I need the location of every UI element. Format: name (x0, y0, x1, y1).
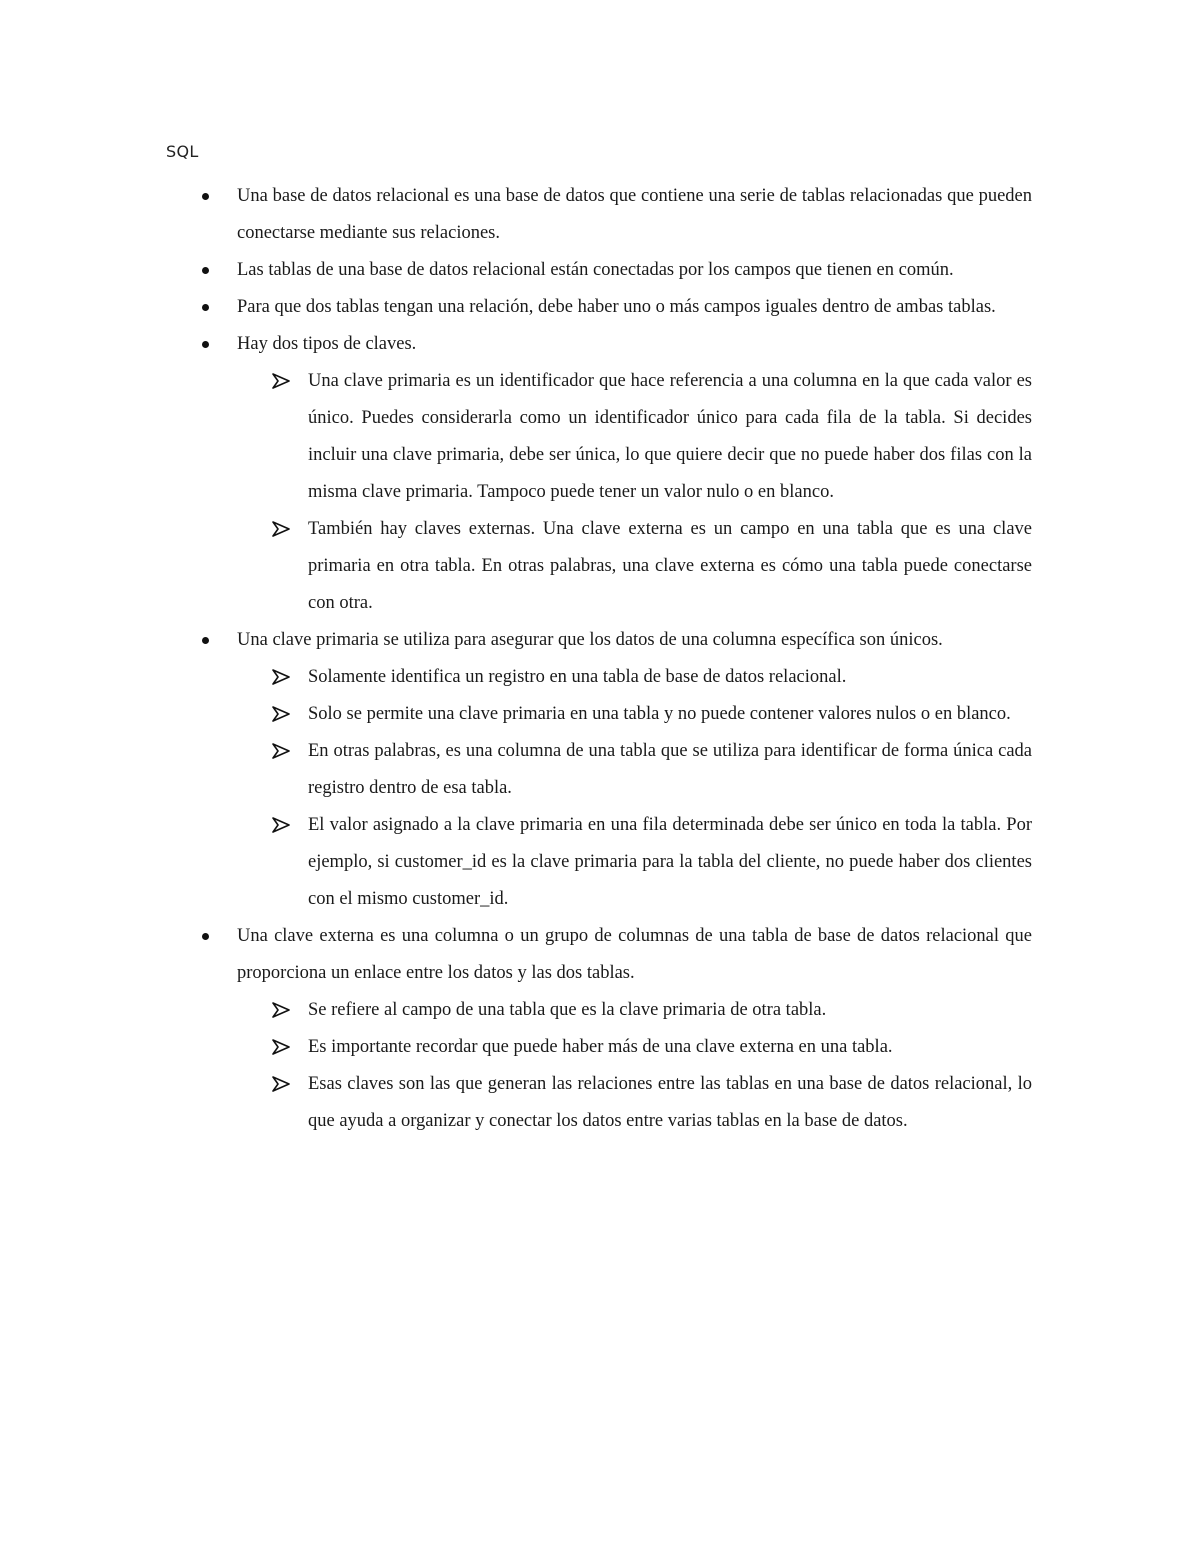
sub-item-text: Solo se permite una clave primaria en una tabla y no puede contener valores nulos o en blanco. (308, 704, 1011, 724)
sub-item-text: Solamente identifica un registro en una tabla de base de datos relacional. (308, 667, 847, 687)
sub-item-text: También hay claves externas. Una clave externa es un campo en una tabla que es una clave primaria en otra tabla. En otras palabras, una clave externa es cómo una tabla puede conectarse con otra. (308, 519, 1032, 613)
sub-item-5-1 (272, 659, 1032, 696)
sub-item-4-1 (272, 363, 1032, 511)
sub-item-5-3 (272, 733, 1032, 807)
bullet-dot-icon (200, 622, 212, 659)
bullet-item-text: Las tablas de una base de datos relacional están conectadas por los campos que tienen en común. (237, 260, 954, 280)
sub-item-4-2 (272, 511, 1032, 622)
bullet-item-2 (200, 252, 1032, 289)
arrowhead-bullet-icon (272, 1002, 290, 1018)
sub-item-text: En otras palabras, es una columna de una tabla que se utiliza para identificar de forma única cada registro dentro de esa tabla. (308, 741, 1032, 798)
sub-item-5-2 (272, 696, 1032, 733)
bullet-item-text: Una base de datos relacional es una base de datos que contiene una serie de tablas relacionadas que pueden conectarse mediante sus relaciones. (237, 186, 1032, 243)
sub-item-5-4 (272, 807, 1032, 918)
arrowhead-bullet-icon (272, 817, 290, 833)
bullet-dot-icon (200, 918, 212, 955)
bullet-dot-icon (200, 289, 212, 326)
arrowhead-bullet-icon (272, 743, 290, 759)
sub-item-text: Es importante recordar que puede haber más de una clave externa en una tabla. (308, 1037, 893, 1057)
bullet-dot-icon (200, 252, 212, 289)
bullet-item-3 (200, 289, 1032, 326)
document-body (200, 178, 1032, 1140)
bullet-dot-icon (200, 178, 212, 215)
arrowhead-bullet-icon (272, 706, 290, 722)
bullet-item-6 (200, 918, 1032, 992)
arrowhead-bullet-icon (272, 521, 290, 537)
bullet-item-text: Una clave primaria se utiliza para asegurar que los datos de una columna específica son únicos. (237, 630, 943, 650)
sub-item-6-1 (272, 992, 1032, 1029)
bullet-dot-icon (200, 326, 212, 363)
document-title: SQL (166, 142, 199, 161)
sub-item-6-3 (272, 1066, 1032, 1140)
sub-item-text: Una clave primaria es un identificador que hace referencia a una columna en la que cada valor es único. Puedes considerarla como un identificador único para cada fila de la tabla. Si decides incluir una clave primaria, debe ser única, lo que quiere decir que no puede haber dos filas con la misma clave primaria. Tampoco puede tener un valor nulo o en blanco. (308, 371, 1032, 502)
sub-item-text: Se refiere al campo de una tabla que es la clave primaria de otra tabla. (308, 1000, 827, 1020)
arrowhead-bullet-icon (272, 373, 290, 389)
bullet-item-text: Hay dos tipos de claves. (237, 334, 417, 354)
sub-item-text: Esas claves son las que generan las relaciones entre las tablas en una base de datos relacional, lo que ayuda a organizar y conectar los datos entre varias tablas en la base de datos. (308, 1074, 1032, 1131)
bullet-item-1 (200, 178, 1032, 252)
arrowhead-bullet-icon (272, 669, 290, 685)
sub-item-6-2 (272, 1029, 1032, 1066)
sub-item-text: El valor asignado a la clave primaria en una fila determinada debe ser único en toda la tabla. Por ejemplo, si customer_id es la clave primaria para la tabla del cliente, no puede haber dos clientes con el mismo customer_id. (308, 815, 1032, 909)
arrowhead-bullet-icon (272, 1076, 290, 1092)
bullet-item-4 (200, 326, 1032, 363)
bullet-item-5 (200, 622, 1032, 659)
arrowhead-bullet-icon (272, 1039, 290, 1055)
bullet-item-text: Una clave externa es una columna o un grupo de columnas de una tabla de base de datos relacional que proporciona un enlace entre los datos y las dos tablas. (237, 926, 1032, 983)
bullet-item-text: Para que dos tablas tengan una relación, debe haber uno o más campos iguales dentro de ambas tablas. (237, 297, 996, 317)
